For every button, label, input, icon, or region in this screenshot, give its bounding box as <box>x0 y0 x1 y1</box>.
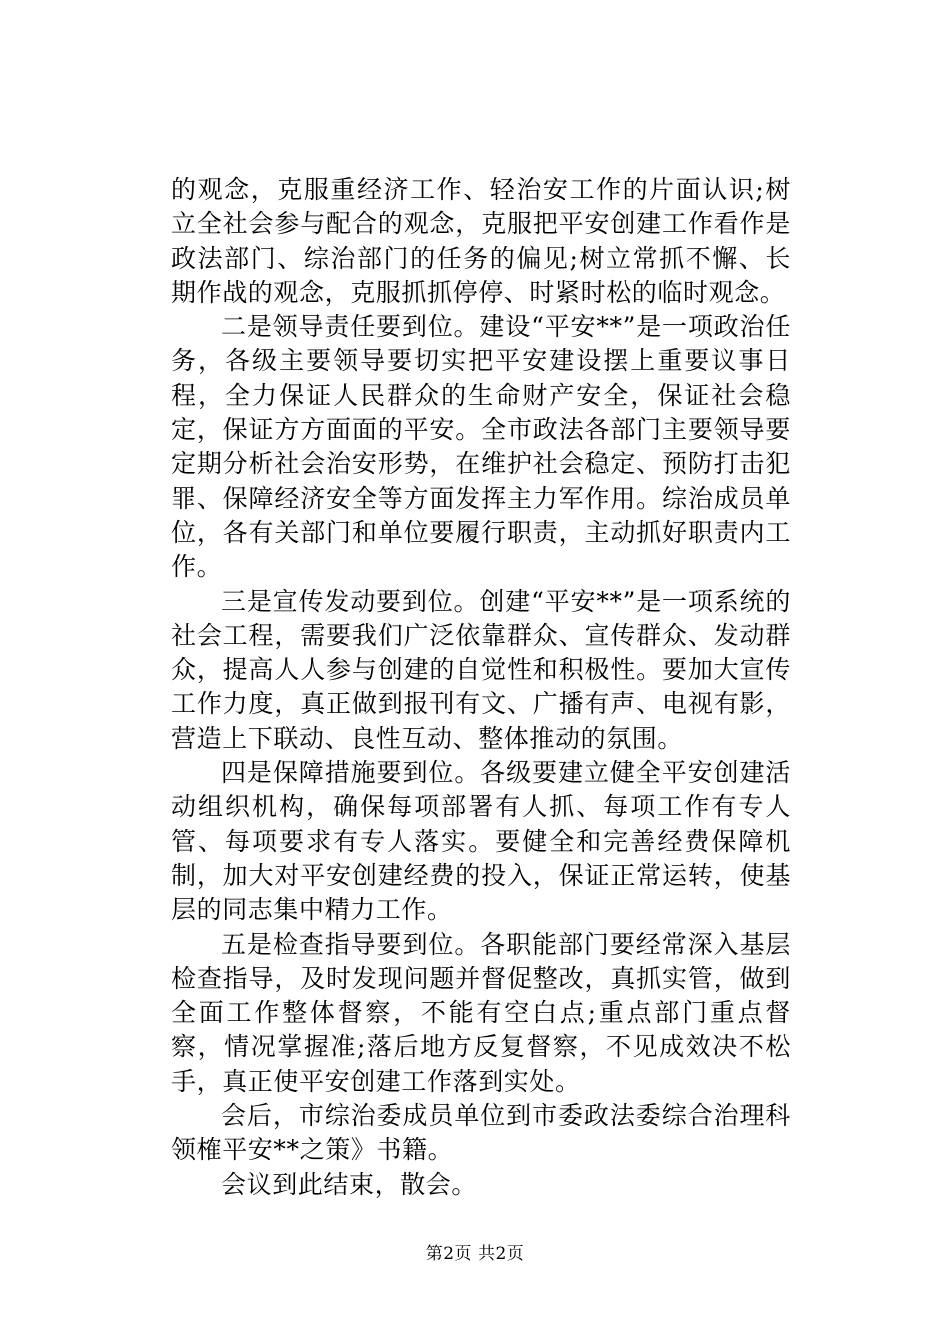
document-body <box>171 173 791 1202</box>
paragraph-4: 四是保障措施要到位。各级要建立健全平安创建活动组织机构，确保每项部署有人抓、每项工作有专人管、每项要求有专人落实。要健全和完善经费保障机制，加大对平安创建经费的投入，保证正常运转，使基层的同志集中精力工作。 <box>171 758 791 925</box>
paragraph-1: 的观念，克服重经济工作、轻治安工作的片面认识;树立全社会参与配合的观念，克服把平安创建工作看作是政法部门、综治部门的任务的偏见;树立常抓不懈、长期作战的观念，克服抓抓停停、时紧时松的临时观念。 <box>171 175 791 307</box>
page-footer <box>0 1242 950 1266</box>
paragraph-3: 三是宣传发动要到位。创建“平安**”是一项系统的社会工程，需要我们广泛依靠群众、宣传群众、发动群众，提高人人参与创建的自觉性和积极性。要加大宣传工作力度，真正做到报刊有文、广播有声、电视有影，营造上下联动、良性互动、整体推动的氛围。 <box>171 586 791 753</box>
page-number-label: 第2页 共2页 <box>425 1244 525 1264</box>
paragraph-6: 会后，市综治委成员单位到市委政法委综合治理科领榷平安**之策》书籍。 <box>171 1101 791 1165</box>
paragraph-7: 会议到此结束，散会。 <box>221 1169 478 1199</box>
paragraph-2: 二是领导责任要到位。建设“平安**”是一项政治任务，各级主要领导要切实把平安建设摆上重要议事日程，全力保证人民群众的生命财产安全，保证社会稳定，保证方方面面的平安。全市政法各部门主要领导要定期分析社会治安形势，在维护社会稳定、预防打击犯罪、保障经济安全等方面发挥主力军作用。综治成员单位，各有关部门和单位要履行职责，主动抓好职责内工作。 <box>171 312 791 582</box>
paragraph-5: 五是检查指导要到位。各职能部门要经常深入基层检查指导，及时发现问题并督促整改，真抓实管，做到全面工作整体督察，不能有空白点;重点部门重点督察，情况掌握准;落后地方反复督察，不见成效决不松手，真正使平安创建工作落到实处。 <box>171 929 791 1096</box>
